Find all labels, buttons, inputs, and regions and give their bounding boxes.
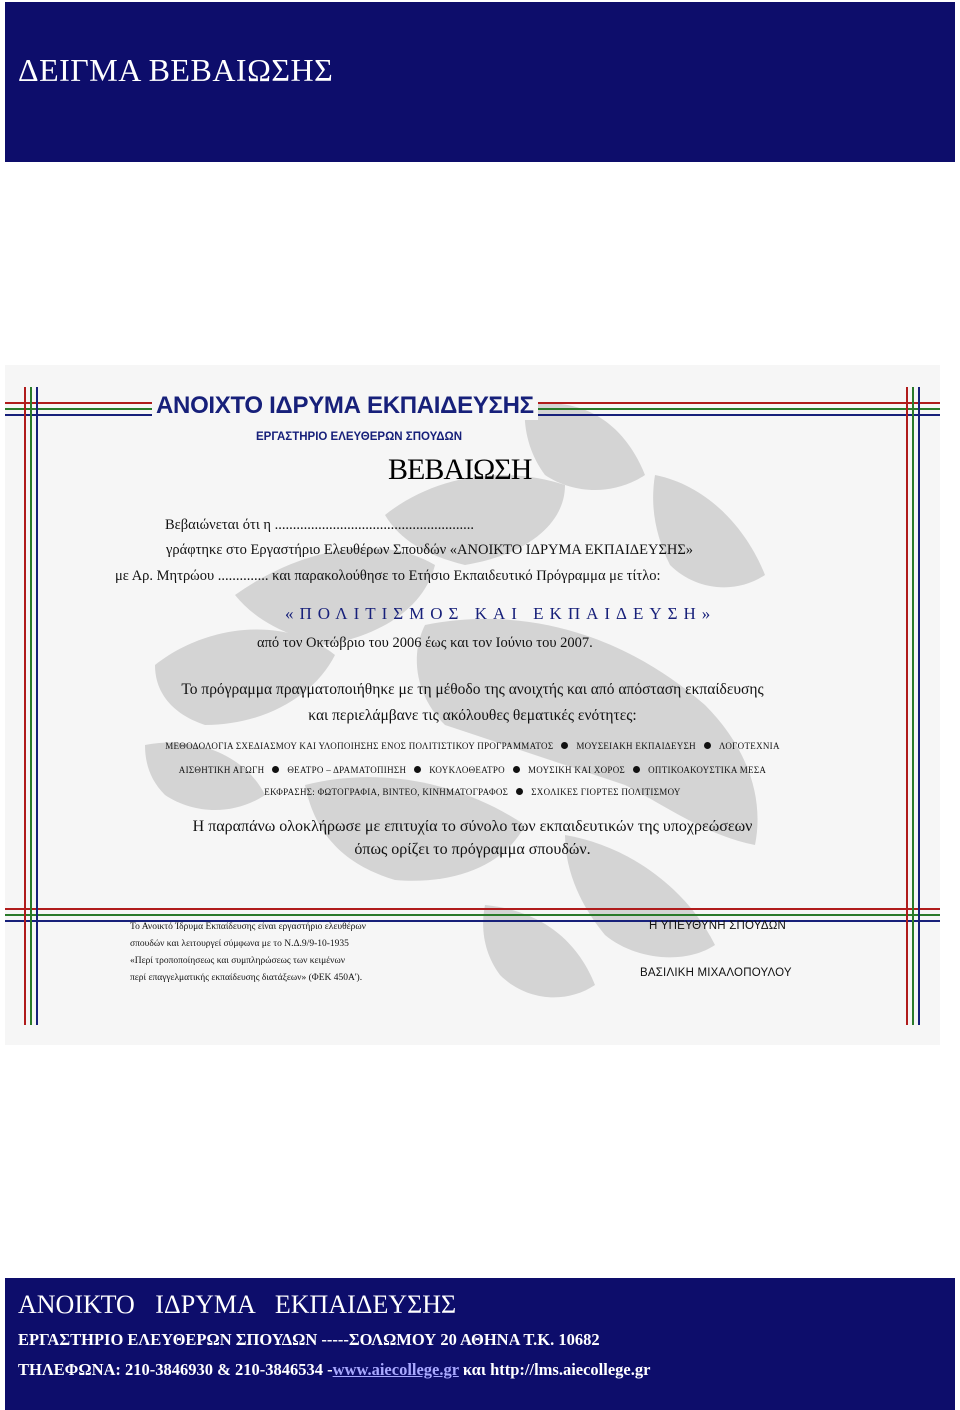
footer-banner	[5, 1278, 955, 1410]
responsible-name: ΒΑΣΙΛΙΚΗ ΜΙΧΑΛΟΠΟΥΛΟΥ	[640, 967, 792, 979]
topic: ΕΚΦΡΑΣΗΣ: ΦΩΤΟΓΡΑΦΙΑ, ΒΙΝΤΕΟ, ΚΙΝΗΜΑΤΟΓΡΑΦΟΣ	[264, 787, 509, 797]
course-title: «ΠΟΛΙΤΙΣΜΟΣ ΚΑΙ ΕΚΠΑΙΔΕΥΣΗ»	[285, 604, 717, 623]
bullet-icon	[561, 742, 568, 749]
bullet-icon	[414, 766, 421, 773]
topic: ΚΟΥΚΛΟΘΕΑΤΡΟ	[429, 765, 505, 775]
footer-contact	[18, 1360, 650, 1380]
topic: ΑΙΣΘΗΤΙΚΗ ΑΓΩΓΗ	[178, 765, 265, 775]
enrolled-line: γράφτηκε στο Εργαστήριο Ελευθέρων Σπουδών «ΑΝΟΙΚΤΟ ΙΔΡΥΜΑ ΕΚΠΑΙΔΕΥΣΗΣ»	[166, 542, 694, 558]
certificate-title: ΒΕΒΑΙΩΣΗ	[388, 453, 532, 486]
topics-row-1	[5, 741, 940, 751]
topics-row-2	[5, 765, 940, 775]
topic: ΜΕΘΟΔΟΛΟΓΙΑ ΣΧΕΔΙΑΣΜΟΥ ΚΑΙ ΥΛΟΠΟΙΗΣΗΣ ΕΝΟΣ ΠΟΛΙΤΙΣΤΙΚΟΥ ΠΡΟΓΡΑΜΜΑΤΟΣ	[165, 741, 554, 751]
certificate	[5, 365, 940, 1045]
topic: ΜΟΥΣΙΚΗ ΚΑΙ ΧΟΡΟΣ	[527, 765, 626, 775]
topic: ΘΕΑΤΡΟ – ΔΡΑΜΑΤΟΠΙΗΣΗ	[287, 765, 407, 775]
website-link[interactable]: www.aiecollege.gr	[332, 1360, 459, 1379]
footer-conjunction: και	[458, 1360, 491, 1379]
footer-address: ΕΡΓΑΣΤΗΡΙΟ ΕΛΕΥΘΕΡΩΝ ΣΠΟΥΔΩΝ -----ΣΟΛΩΜΟΥ 20 ΑΘΗΝΑ Τ.Κ. 10682	[18, 1330, 600, 1349]
period-line: από τον Οκτώβριο του 2006 έως και τον Ιούνιο του 2007.	[257, 635, 593, 651]
topic: ΜΟΥΣΕΙΑΚΗ ΕΚΠΑΙΔΕΥΣΗ	[576, 741, 696, 751]
lms-link[interactable]: http://lms.aiecollege.gr	[490, 1360, 651, 1379]
legal-note: σπουδών και λειτουργεί σύμφωνα με το Ν.Δ.9/9-10-1935	[130, 939, 349, 949]
completion-statement: Η παραπάνω ολοκλήρωσε με επιτυχία το σύνολο των εκπαιδευτικών της υποχρεώσεων	[192, 818, 753, 835]
responsible-title: Η ΥΠΕΥΘΥΝΗ ΣΠΟΥΔΩΝ	[649, 920, 787, 932]
footer-phones: ΤΗΛΕΦΩΝΑ: 210-3846930 & 210-3846534 -	[18, 1360, 333, 1379]
legal-note: περί επαγγελματικής εκπαίδευσης διατάξεων» (ΦΕΚ 450Α').	[130, 973, 363, 983]
registry-line: με Αρ. Μητρώου .............. και παρακολούθησε το Ετήσιο Εκπαιδευτικό Πρόγραμμα με τίτλο:	[115, 568, 661, 584]
top-banner	[5, 2, 955, 162]
topic: ΟΠΤΙΚΟΑΚΟΥΣΤΙΚΑ ΜΕΣΑ	[648, 765, 767, 775]
bullet-icon	[633, 766, 640, 773]
program-description: Το πρόγραμμα πραγματοποιήθηκε με τη μέθοδο της ανοιχτής και από απόσταση εκπαίδευσης	[181, 681, 764, 698]
bullet-icon	[513, 766, 520, 773]
institution-name: ΑΝΟΙΧΤΟ ΙΔΡΥΜΑ ΕΚΠΑΙΔΕΥΣΗΣ	[152, 392, 538, 420]
certify-line: Βεβαιώνεται ότι η .......................................................	[165, 517, 474, 533]
sample-title: ΔΕΙΓΜΑ ΒΕΒΑΙΩΣΗΣ	[18, 52, 334, 88]
legal-note: Το Ανοικτό Ίδρυμα Εκπαίδευσης είναι εργαστήριο ελευθέρων	[130, 922, 366, 932]
legal-note: «Περί τροποποίησεως και συμπληρώσεως των κειμένων	[130, 956, 346, 966]
topics-row-3	[5, 787, 940, 797]
institution-subtitle: ΕΡΓΑΣΤΗΡΙΟ ΕΛΕΥΘΕΡΩΝ ΣΠΟΥΔΩΝ	[256, 431, 463, 443]
bullet-icon	[704, 742, 711, 749]
topic: ΣΧΟΛΙΚΕΣ ΓΙΟΡΤΕΣ ΠΟΛΙΤΙΣΜΟΥ	[531, 787, 681, 797]
completion-statement-cont: όπως ορίζει το πρόγραμμα σπουδών.	[354, 841, 591, 858]
bullet-icon	[272, 766, 279, 773]
program-description-cont: και περιελάμβανε τις ακόλουθες θεματικές ενότητες:	[308, 707, 637, 724]
topic: ΛΟΓΟΤΕΧΝΙΑ	[718, 741, 780, 751]
footer-org-name: ΑΝΟΙΚΤΟ ΙΔΡΥΜΑ ΕΚΠΑΙΔΕΥΣΗΣ	[18, 1290, 457, 1319]
bullet-icon	[516, 788, 523, 795]
